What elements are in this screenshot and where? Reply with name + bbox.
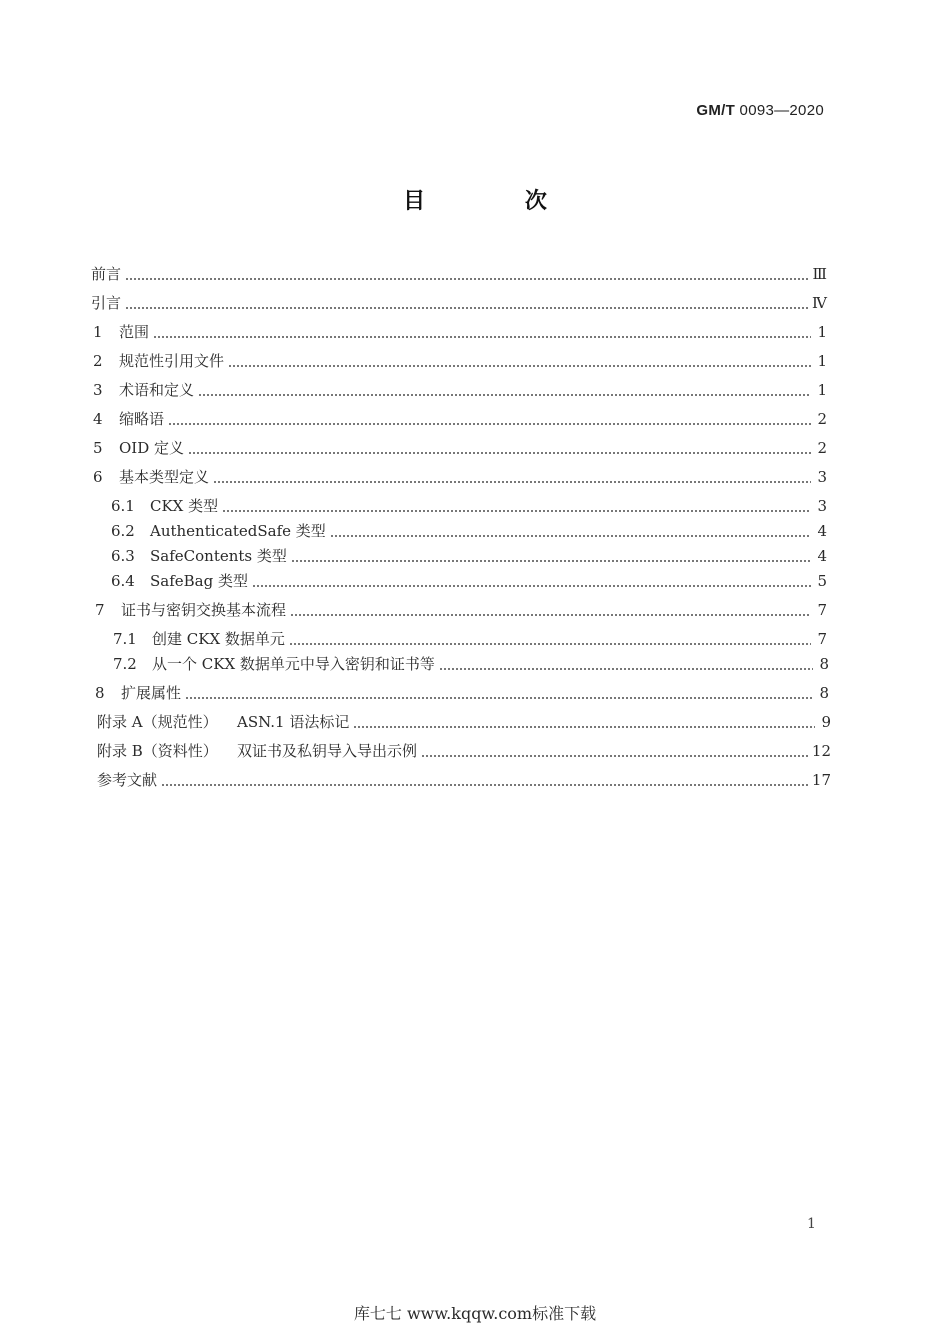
toc-dot-leader xyxy=(125,293,808,313)
document-code xyxy=(696,102,824,119)
toc-dot-leader xyxy=(168,409,811,429)
toc-entry-annex-a[interactable] xyxy=(97,706,831,732)
toc-title: 目 次 xyxy=(403,189,593,214)
toc-entry-label: 扩展属性 xyxy=(121,684,182,702)
toc-entry-oid[interactable] xyxy=(93,432,827,458)
toc-entry-label: 术语和定义 xyxy=(119,381,195,399)
toc-entry-number: 7 xyxy=(95,601,105,619)
toc-entry-page: 3 xyxy=(817,468,827,486)
toc-entry-page: 1 xyxy=(817,352,827,370)
toc-entry-label: 创建 CKX 数据单元 xyxy=(152,630,285,648)
toc-entry-number: 5 xyxy=(93,439,103,457)
toc-entry-number: 3 xyxy=(93,381,103,399)
toc-entry-import-keys[interactable] xyxy=(113,648,829,674)
toc-dot-leader xyxy=(161,770,808,790)
toc-entry-ckx-type[interactable] xyxy=(111,490,827,516)
toc-entry-number: 附录 B（资料性） xyxy=(97,742,218,760)
toc-entry-terms[interactable] xyxy=(93,374,827,400)
toc-entry-page: 12 xyxy=(811,742,831,760)
toc-entry-exchange-process[interactable] xyxy=(95,594,827,620)
toc-entry-number: 4 xyxy=(93,410,103,428)
toc-entry-page: Ⅳ xyxy=(812,294,827,312)
footer-watermark: 库七七 www.kqqw.com标准下载 xyxy=(353,1304,597,1323)
toc-entry-page: 2 xyxy=(817,410,827,428)
toc-entry-label: 范围 xyxy=(119,323,150,341)
toc-entry-number: 6.3 xyxy=(111,547,135,565)
toc-entry-label: 参考文献 xyxy=(97,771,158,789)
toc-entry-safecontents-type[interactable] xyxy=(111,540,827,566)
toc-dot-leader xyxy=(228,351,811,371)
toc-dot-leader xyxy=(439,654,813,674)
toc-dot-leader xyxy=(330,521,811,541)
toc-entry-label: CKX 类型 xyxy=(150,497,219,515)
toc-dot-leader xyxy=(188,438,811,458)
toc-dot-leader xyxy=(222,496,811,516)
page-number: 1 xyxy=(807,1216,816,1232)
toc-entry-number: 2 xyxy=(93,352,103,370)
toc-entry-number: 8 xyxy=(95,684,105,702)
toc-entry-basic-types[interactable] xyxy=(93,461,827,487)
toc-entry-label: 规范性引用文件 xyxy=(119,352,225,370)
toc-entry-number: 附录 A（规范性） xyxy=(97,713,218,731)
document-code-number: 0093—2020 xyxy=(739,102,824,119)
toc-entry-introduction[interactable] xyxy=(91,287,827,313)
toc-entry-label: OID 定义 xyxy=(119,439,185,457)
toc-entry-page: 7 xyxy=(817,601,827,619)
toc-entry-label: 引言 xyxy=(91,294,122,312)
toc-entry-page: 2 xyxy=(817,439,827,457)
toc-entry-label: 缩略语 xyxy=(119,410,165,428)
toc-entry-normative-references[interactable] xyxy=(93,345,827,371)
toc-dot-leader xyxy=(125,264,809,284)
toc-entry-number: 6 xyxy=(93,468,103,486)
toc-entry-page: 9 xyxy=(821,713,831,731)
toc-entry-page: 3 xyxy=(817,497,827,515)
toc-dot-leader xyxy=(153,322,811,342)
toc-entry-annex-b[interactable] xyxy=(97,735,831,761)
toc-entry-page: 17 xyxy=(811,771,831,789)
toc-entry-label: SafeBag 类型 xyxy=(150,572,248,590)
toc-entry-scope[interactable] xyxy=(93,316,827,342)
toc-entry-page: 8 xyxy=(819,684,829,702)
toc-entry-number: 7.1 xyxy=(113,630,137,648)
toc-entry-label: 基本类型定义 xyxy=(119,468,210,486)
toc-dot-leader xyxy=(185,683,813,703)
toc-entry-label: 双证书及私钥导入导出示例 xyxy=(237,742,418,760)
toc-entry-create-ckx[interactable] xyxy=(113,623,827,649)
toc-entry-label: 证书与密钥交换基本流程 xyxy=(121,601,287,619)
toc-entry-label: SafeContents 类型 xyxy=(150,547,287,565)
toc-entry-page: 1 xyxy=(817,381,827,399)
toc-dot-leader xyxy=(289,629,811,649)
toc-entry-label: 前言 xyxy=(91,265,122,283)
toc-entry-extended-attributes[interactable] xyxy=(95,677,829,703)
toc-entry-page: Ⅲ xyxy=(812,265,827,283)
document-code-prefix: GM/T xyxy=(696,102,736,119)
toc-entry-authenticatedsafe-type[interactable] xyxy=(111,515,827,541)
toc-entry-number: 1 xyxy=(93,323,103,341)
toc-entry-label: ASN.1 语法标记 xyxy=(237,713,350,731)
toc-entry-number: 7.2 xyxy=(113,655,137,673)
toc-entry-abbreviations[interactable] xyxy=(93,403,827,429)
toc-entry-number: 6.1 xyxy=(111,497,135,515)
toc-dot-leader xyxy=(353,712,815,732)
toc-entry-page: 8 xyxy=(819,655,829,673)
toc-entry-page: 5 xyxy=(817,572,827,590)
toc-entry-safebag-type[interactable] xyxy=(111,565,827,591)
toc-entry-number: 6.4 xyxy=(111,572,135,590)
toc-dot-leader xyxy=(290,600,811,620)
toc-dot-leader xyxy=(252,571,811,591)
toc-entry-number: 6.2 xyxy=(111,522,135,540)
toc-dot-leader xyxy=(291,546,811,566)
toc-entry-page: 4 xyxy=(817,547,827,565)
toc-entry-label: 从一个 CKX 数据单元中导入密钥和证书等 xyxy=(152,655,435,673)
toc-entry-page: 4 xyxy=(817,522,827,540)
toc-entry-page: 1 xyxy=(817,323,827,341)
toc-dot-leader xyxy=(421,741,808,761)
toc-entry-foreword[interactable] xyxy=(91,258,827,284)
toc-entry-page: 7 xyxy=(817,630,827,648)
toc-entry-bibliography[interactable] xyxy=(97,764,831,790)
toc-dot-leader xyxy=(213,467,811,487)
toc-dot-leader xyxy=(198,380,811,400)
toc-entry-label: AuthenticatedSafe 类型 xyxy=(150,522,326,540)
